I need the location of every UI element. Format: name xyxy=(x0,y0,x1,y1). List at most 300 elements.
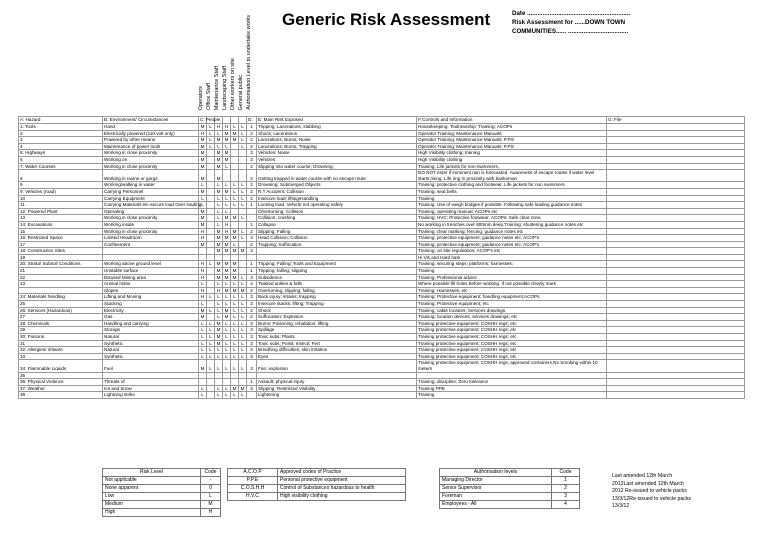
file-cell xyxy=(607,307,745,314)
file-cell xyxy=(607,261,745,268)
people-risk-cell: L xyxy=(207,360,215,372)
risk-level-key-header-cell: Risk Level xyxy=(103,469,201,477)
people-risk-cell: M xyxy=(231,130,239,137)
table-row xyxy=(19,163,745,170)
file-cell xyxy=(607,170,745,182)
people-risk-cell xyxy=(207,274,215,281)
people-risk-cell: L xyxy=(223,163,231,170)
people-risk-cell: L xyxy=(223,182,231,189)
people-risk-cell: M xyxy=(215,170,223,182)
people-risk-cell: L xyxy=(215,294,223,301)
authorisation-cell: 2 xyxy=(247,307,257,314)
hazard-cell: 27 xyxy=(19,314,103,321)
people-risk-cell: L xyxy=(207,137,215,144)
assessment-meta xyxy=(512,9,630,36)
people-risk-cell: M xyxy=(199,124,207,131)
people-risk-cell: L xyxy=(223,281,231,288)
people-risk-cell: L xyxy=(215,221,223,228)
risk-exposed-cell: Subsidence xyxy=(257,274,417,281)
people-risk-cell: M xyxy=(223,241,231,248)
risk-exposed-cell: Vehicles xyxy=(257,156,417,163)
circumstance-cell: Working on xyxy=(103,156,199,163)
people-risk-cell xyxy=(231,170,239,182)
people-risk-cell: L xyxy=(231,320,239,327)
table-row xyxy=(19,347,745,354)
hazard-cell: 30: Poisons xyxy=(19,334,103,341)
people-risk-cell: M xyxy=(223,287,231,294)
risk-exposed-cell: Insecure stacks; lifting; Trapping xyxy=(257,301,417,308)
people-risk-cell: L xyxy=(231,241,239,248)
people-risk-cell xyxy=(231,221,239,228)
people-risk-cell xyxy=(231,208,239,215)
file-cell xyxy=(607,150,745,157)
people-risk-cell: M xyxy=(239,248,247,255)
authorisation-key-row xyxy=(440,477,580,485)
hazard-cell: 9: Vehicles (road) xyxy=(19,188,103,195)
people-risk-cell: L xyxy=(239,334,247,341)
acronym-key-cell: C.O.S.H.H xyxy=(228,485,278,493)
people-risk-cell: M xyxy=(239,385,247,392)
people-risk-cell: L xyxy=(215,353,223,360)
people-risk-cell: L xyxy=(223,347,231,354)
circumstance-cell: Working inside xyxy=(103,221,199,228)
risk-exposed-cell: Assault; physical injury xyxy=(257,379,417,386)
people-risk-cell: L xyxy=(231,195,239,202)
authorisation-key-header-cell: Authorisation levels xyxy=(440,469,552,477)
people-risk-cell xyxy=(239,254,247,261)
risk-exposed-cell: O/verturning; Collision xyxy=(257,208,417,215)
people-risk-cell: H xyxy=(199,130,207,137)
circumstance-cell: Working/walking in water xyxy=(103,182,199,189)
hazard-cell: 9 xyxy=(19,182,103,189)
table-row xyxy=(19,188,745,195)
authorisation-cell: 1 xyxy=(247,379,257,386)
people-risk-cell: H xyxy=(199,235,207,242)
people-risk-cell: L xyxy=(239,137,247,144)
controls-cell: Operator Training; Maintenance Manuals; P.P.E xyxy=(417,137,607,144)
hazard-cell: 8 xyxy=(19,170,103,182)
controls-cell: Training protective equipment; COSHH regs; approved containers.No Smoking within 10 meters xyxy=(417,360,607,372)
table-row xyxy=(19,360,745,372)
risk-exposed-cell: Breathing difficulties; skin irritation xyxy=(257,347,417,354)
risk-exposed-cell: Collapse xyxy=(257,221,417,228)
people-risk-cell xyxy=(239,156,247,163)
people-risk-cell: L xyxy=(223,202,231,209)
file-cell xyxy=(607,392,745,399)
circumstance-cell: Electricity xyxy=(103,307,199,314)
people-risk-cell: H xyxy=(199,287,207,294)
file-cell xyxy=(607,235,745,242)
column-header xyxy=(231,117,239,124)
people-risk-cell xyxy=(207,202,215,209)
authorisation-cell: 2 xyxy=(247,163,257,170)
authorisation-cell: 3 xyxy=(247,274,257,281)
authorisation-cell: 3 xyxy=(247,156,257,163)
people-risk-cell xyxy=(199,254,207,261)
file-cell xyxy=(607,327,745,334)
communities-line: COMMUNITIES...... ................................... xyxy=(512,28,629,35)
people-risk-cell xyxy=(207,208,215,215)
risk-exposed-cell xyxy=(257,254,417,261)
file-cell xyxy=(607,353,745,360)
controls-cell: Training; protective equipment; guidance notes etc; ACOP's xyxy=(417,241,607,248)
people-risk-cell: M xyxy=(199,241,207,248)
people-risk-cell xyxy=(207,215,215,222)
table-row xyxy=(19,281,745,288)
table-row xyxy=(19,254,745,261)
people-risk-cell xyxy=(207,385,215,392)
hazard-cell: 29 xyxy=(19,327,103,334)
controls-cell: High Visibility clothing; training xyxy=(417,150,607,157)
authorisation-key xyxy=(439,468,580,509)
people-risk-cell: M xyxy=(223,307,231,314)
authorisation-cell: 1 xyxy=(247,202,257,209)
people-risk-cell: M xyxy=(231,385,239,392)
risk-exposed-cell: Eyes xyxy=(257,353,417,360)
controls-cell: Housekeeping; Toolmanship; Training; ACOPs xyxy=(417,124,607,131)
people-risk-cell: L xyxy=(239,347,247,354)
people-risk-cell: M xyxy=(199,307,207,314)
people-risk-cell xyxy=(199,248,207,255)
authorisation-cell: 3 xyxy=(247,353,257,360)
people-header: Office Staff xyxy=(206,82,212,110)
people-risk-cell: H xyxy=(223,228,231,235)
people-risk-cell: H xyxy=(199,274,207,281)
amendment-note: 13/3/12Re-issued to vehicle packs xyxy=(612,495,692,502)
controls-cell: Training; securing steps; platforms; harnesses; xyxy=(417,261,607,268)
controls-cell: Training, operating manual; ACOPs etc xyxy=(417,208,607,215)
people-risk-cell xyxy=(215,372,223,379)
risk-exposed-cell: Spillage xyxy=(257,327,417,334)
table-row xyxy=(19,208,745,215)
authorisation-key-cell: Managing Director xyxy=(440,477,552,485)
file-cell xyxy=(607,241,745,248)
people-risk-cell: L xyxy=(231,353,239,360)
risk-level-key-row xyxy=(103,501,221,509)
circumstance-cell: Working in close proximity xyxy=(103,163,199,170)
risk-exposed-cell: Vehicles; Noise xyxy=(257,150,417,157)
file-cell xyxy=(607,301,745,308)
authorisation-cell xyxy=(247,215,257,222)
people-risk-cell: M xyxy=(223,314,231,321)
circumstance-cell: Working in close proximity xyxy=(103,150,199,157)
people-risk-cell: L xyxy=(199,385,207,392)
people-risk-cell: M xyxy=(215,150,223,157)
hazard-cell: 3 xyxy=(19,137,103,144)
table-row xyxy=(19,235,745,242)
table-row xyxy=(19,261,745,268)
people-risk-cell: L xyxy=(207,294,215,301)
people-risk-cell: L xyxy=(223,208,231,215)
people-risk-cell: M xyxy=(199,221,207,228)
column-header: E: Main Risk Exposed xyxy=(257,117,417,124)
amendment-notes xyxy=(612,473,691,511)
hazard-cell: 25 xyxy=(19,301,103,308)
people-risk-cell: M xyxy=(199,163,207,170)
controls-cell: Training xyxy=(417,268,607,275)
people-risk-cell: M xyxy=(215,163,223,170)
file-cell xyxy=(607,130,745,137)
people-risk-cell xyxy=(207,228,215,235)
people-risk-cell: L xyxy=(239,327,247,334)
file-cell xyxy=(607,124,745,131)
file-cell xyxy=(607,281,745,288)
circumstance-cell: Handling and carrying xyxy=(103,320,199,327)
hazard-cell: 21 xyxy=(19,268,103,275)
table-row xyxy=(19,334,745,341)
controls-cell: Training xyxy=(417,392,607,399)
controls-cell: Operator Training; Maintenance Manuals; xyxy=(417,130,607,137)
people-risk-cell: H xyxy=(199,268,207,275)
people-risk-cell: L xyxy=(231,281,239,288)
people-risk-cell xyxy=(207,150,215,157)
risk-exposed-cell: Head Collision; Collision xyxy=(257,235,417,242)
risk-level-key-header xyxy=(103,469,221,477)
table-row xyxy=(19,379,745,386)
controls-cell: Training protective equipment; COSHH regs; etc xyxy=(417,320,607,327)
circumstance-cell: Electrically powered (110 volt only) xyxy=(103,130,199,137)
people-risk-cell: M xyxy=(223,215,231,222)
risk-level-key-cell: H xyxy=(201,509,221,517)
people-risk-cell: L xyxy=(223,301,231,308)
people-risk-cell: L xyxy=(239,235,247,242)
amendment-note: 2012 Re-issued to vehicle packs xyxy=(612,488,687,495)
people-risk-cell: M xyxy=(199,143,207,150)
people-risk-cell: M xyxy=(215,156,223,163)
people-risk-cell: L xyxy=(231,182,239,189)
table-row xyxy=(19,221,745,228)
circumstance-cell: Ice and Snow xyxy=(103,385,199,392)
circumstance-cell: Synthetic xyxy=(103,353,199,360)
people-risk-cell xyxy=(207,182,215,189)
controls-cell: Training; seat belts xyxy=(417,188,607,195)
people-risk-cell: L xyxy=(239,130,247,137)
authorisation-cell: 2 xyxy=(247,228,257,235)
authorisation-cell: 2 xyxy=(247,143,257,150)
people-risk-cell: M xyxy=(223,137,231,144)
risk-level-key-cell: Medium xyxy=(103,501,201,509)
people-risk-cell xyxy=(231,254,239,261)
table-row xyxy=(19,301,745,308)
people-risk-cell: L xyxy=(239,274,247,281)
authorisation-cell: 1 xyxy=(247,268,257,275)
people-risk-cell: M xyxy=(231,215,239,222)
people-risk-cell: L xyxy=(215,215,223,222)
column-header: F:Controls and Information xyxy=(417,117,607,124)
people-risk-cell: M xyxy=(239,287,247,294)
authorisation-cell: 3 xyxy=(247,294,257,301)
people-risk-cell: M xyxy=(199,208,207,215)
risk-exposed-cell: Fire; explosion xyxy=(257,360,417,372)
acronym-key-row xyxy=(228,485,406,493)
authorisation-cell xyxy=(247,392,257,399)
authorisation-cell: 1 xyxy=(247,261,257,268)
people-risk-cell: M xyxy=(231,248,239,255)
controls-cell: DO NOT enter if imminent rain is forecasted. Awareness of escape routes if water level starts rising. Life ring in proximity with bankoman xyxy=(417,170,607,182)
hazard-cell: 38 xyxy=(19,392,103,399)
file-cell xyxy=(607,379,745,386)
people-risk-cell: M xyxy=(231,268,239,275)
people-risk-cell xyxy=(207,301,215,308)
risk-exposed-cell xyxy=(257,248,417,255)
table-row xyxy=(19,170,745,182)
people-risk-cell: L xyxy=(231,340,239,347)
acronym-key-cell: Personal protective equipment xyxy=(278,477,406,485)
people-risk-cell: M xyxy=(223,150,231,157)
people-risk-cell xyxy=(207,372,215,379)
people-risk-cell xyxy=(207,235,215,242)
people-risk-cell: L xyxy=(223,353,231,360)
people-risk-cell xyxy=(231,372,239,379)
column-header: A: Hazard xyxy=(19,117,103,124)
controls-cell: Operator Training; Maintenance Manuals; P.P.E xyxy=(417,143,607,150)
hazard-cell: 1: Tools xyxy=(19,124,103,131)
circumstance-cell: Stacking xyxy=(103,301,199,308)
risk-exposed-cell xyxy=(257,372,417,379)
people-header: Landscaping Staff xyxy=(222,66,228,110)
circumstance-cell: Slopes xyxy=(103,287,199,294)
controls-cell: Training; protective equipment; guidance notes etc; ACOP's xyxy=(417,235,607,242)
risk-exposed-cell: Tripping; Falling; Tools and Equipment xyxy=(257,261,417,268)
people-risk-cell: L xyxy=(207,340,215,347)
controls-cell: Training; Protective equipment; handling equipment;ACOPs xyxy=(417,294,607,301)
table-row xyxy=(19,248,745,255)
authorisation-cell: 1 xyxy=(247,221,257,228)
people-risk-cell: L xyxy=(199,195,207,202)
controls-cell: Training; protective clothing and footwear. Life jackets for non swimmers xyxy=(417,182,607,189)
controls-cell: Where possible fill holes before working. If not possible clearly mark xyxy=(417,281,607,288)
risk-exposed-cell: Tripping; Lacerations; stabbing xyxy=(257,124,417,131)
people-risk-cell: H xyxy=(215,124,223,131)
acronym-key-row xyxy=(228,469,406,477)
people-risk-cell xyxy=(207,170,215,182)
circumstance-cell: Lifting and Moving xyxy=(103,294,199,301)
people-risk-cell: L xyxy=(231,334,239,341)
authorisation-key-header-cell: Code xyxy=(552,469,580,477)
circumstance-cell xyxy=(103,248,199,255)
column-header xyxy=(239,117,247,124)
people-risk-cell: M xyxy=(223,156,231,163)
people-risk-cell: H xyxy=(199,294,207,301)
people-risk-cell: L xyxy=(215,281,223,288)
circumstance-cell: Working in close proximity xyxy=(103,228,199,235)
people-risk-cell: L xyxy=(239,182,247,189)
people-risk-cell xyxy=(199,372,207,379)
table-row xyxy=(19,124,745,131)
people-risk-cell xyxy=(239,163,247,170)
people-risk-cell: L xyxy=(239,188,247,195)
risk-exposed-cell: R.T Accident; Collision xyxy=(257,188,417,195)
authorisation-cell: 3 xyxy=(247,385,257,392)
people-risk-cell: M xyxy=(215,334,223,341)
risk-exposed-cell: Overturning; slipping; falling xyxy=(257,287,417,294)
circumstance-cell: Carrying Personnel xyxy=(103,188,199,195)
risk-exposed-cell: Suffocation; Explosion xyxy=(257,314,417,321)
table-row xyxy=(19,340,745,347)
hazard-cell: 20: Strata/ Subsoil Conditions xyxy=(19,261,103,268)
people-risk-cell: L xyxy=(239,320,247,327)
people-risk-cell: L xyxy=(223,327,231,334)
table-row xyxy=(19,307,745,314)
hazard-cell: 16: Restricted Space xyxy=(19,235,103,242)
people-risk-cell: L xyxy=(231,307,239,314)
controls-cell: Training; Protective equipment; etc xyxy=(417,301,607,308)
people-risk-cell: L xyxy=(239,215,247,222)
risk-level-key-cell: High xyxy=(103,509,201,517)
date-line: Date ............................................................ xyxy=(512,10,631,17)
people-risk-cell: L xyxy=(239,195,247,202)
people-header: Authorisation Level to undertake works xyxy=(246,15,252,110)
controls-cell: Training; cable locators; Services drawings xyxy=(417,307,607,314)
people-risk-cell xyxy=(231,379,239,386)
people-risk-cell: L xyxy=(231,347,239,354)
file-cell xyxy=(607,287,745,294)
authorisation-key-row xyxy=(440,493,580,501)
people-risk-cell: L xyxy=(215,202,223,209)
people-risk-cell: M xyxy=(215,261,223,268)
risk-level-key-row xyxy=(103,493,221,501)
people-risk-cell xyxy=(215,254,223,261)
hazard-cell: 33 xyxy=(19,353,103,360)
people-header: Operators xyxy=(198,85,204,110)
controls-cell: Hi Vis and Hard hats xyxy=(417,254,607,261)
people-risk-cell: M xyxy=(223,268,231,275)
people-risk-cell: L xyxy=(239,228,247,235)
hazard-cell: 18: Construction Sites xyxy=(19,248,103,255)
authorisation-key-cell: Senior Supervisor xyxy=(440,485,552,493)
people-risk-cell xyxy=(231,156,239,163)
hazard-cell: 6 xyxy=(19,156,103,163)
people-risk-cell: L xyxy=(215,360,223,372)
file-cell xyxy=(607,385,745,392)
people-risk-cell xyxy=(207,268,215,275)
file-cell xyxy=(607,254,745,261)
people-risk-cell: L xyxy=(215,195,223,202)
circumstance-cell xyxy=(103,372,199,379)
risk-table xyxy=(18,116,745,399)
authorisation-key-cell: 2 xyxy=(552,485,580,493)
people-risk-cell: M xyxy=(223,235,231,242)
acronym-key-cell: H.V.C xyxy=(228,493,278,501)
people-risk-cell: M xyxy=(223,248,231,255)
acronym-key-cell: Control of Substances hazardous to health xyxy=(278,485,406,493)
acronym-key-cell: P.P.E xyxy=(228,477,278,485)
column-header xyxy=(223,117,231,124)
hazard-cell: 4 xyxy=(19,143,103,150)
people-risk-cell: M xyxy=(215,188,223,195)
risk-level-key-cell: None apparent xyxy=(103,485,201,493)
hazard-cell: 31 xyxy=(19,340,103,347)
risk-exposed-cell: Toxic subs; Plants xyxy=(257,334,417,341)
circumstance-cell: Storage xyxy=(103,327,199,334)
people-risk-cell: M xyxy=(231,235,239,242)
hazard-cell: 14: Excavations xyxy=(19,221,103,228)
file-cell xyxy=(607,143,745,150)
authorisation-cell: 2 xyxy=(247,137,257,144)
authorisation-cell: 3 xyxy=(247,150,257,157)
table-row xyxy=(19,274,745,281)
people-risk-cell: L xyxy=(239,392,247,399)
hazard-cell: 19 xyxy=(19,254,103,261)
people-risk-cell xyxy=(231,163,239,170)
acronym-key xyxy=(227,468,406,501)
people-risk-cell xyxy=(199,379,207,386)
risk-exposed-cell: Lacerations; Burns; Trapping xyxy=(257,143,417,150)
people-risk-cell: L xyxy=(199,327,207,334)
people-risk-cell: M xyxy=(231,287,239,294)
people-risk-cell: L xyxy=(239,307,247,314)
people-risk-cell: H xyxy=(199,261,207,268)
